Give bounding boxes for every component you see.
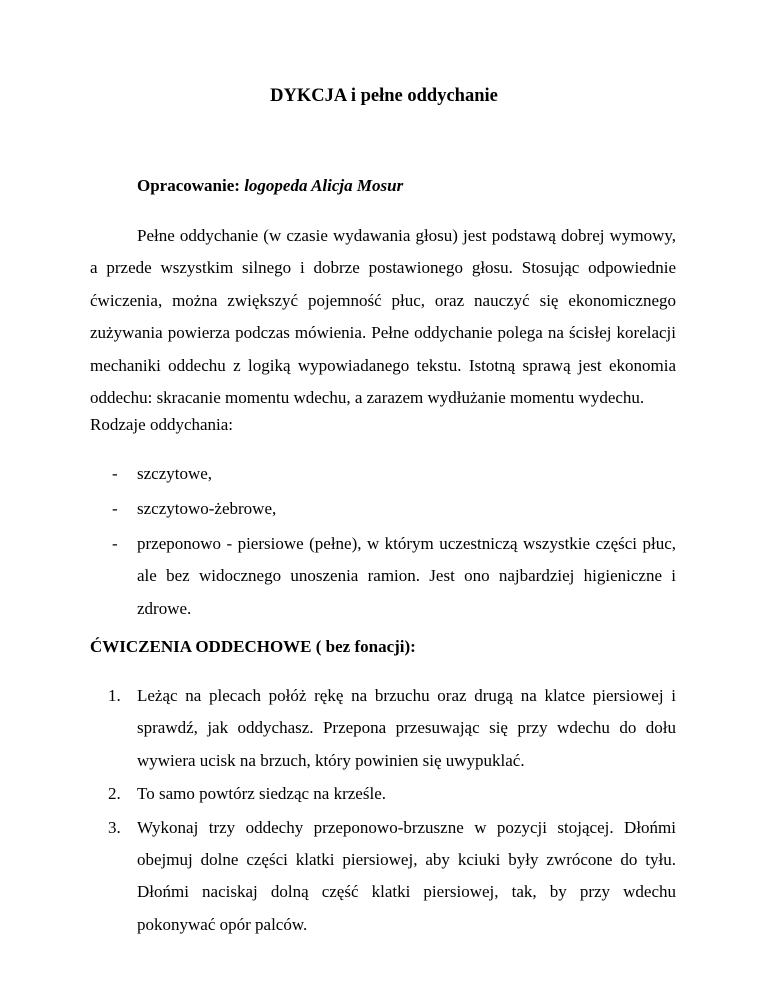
list-item-text: To samo powtórz siedząc na krześle. [137,784,386,804]
dash-bullet: - [112,498,118,518]
list-item [90,493,676,525]
author-line [137,176,403,196]
list-item [90,458,676,490]
author-label: Opracowanie: [137,176,240,195]
list-item [90,528,676,625]
exercises-heading: ĆWICZENIA ODDECHOWE ( bez fonacji): [90,637,416,656]
exercises-list [90,680,676,942]
list-item [90,778,676,810]
author-name: logopeda Alicja Mosur [244,176,404,195]
breathing-types-heading: Rodzaje oddychania: [90,415,234,434]
list-number: 1. [108,686,121,705]
document-title: DYKCJA i pełne oddychanie [270,86,498,106]
list-item-text: szczytowe, [137,464,213,483]
dash-bullet: - [112,464,118,483]
list-item [90,680,676,777]
intro-paragraph: Pełne oddychanie (w czasie wydawania głosu) jest podstawą dobrej wymowy, a przede wszystkim silnego i dobrze postawionego głosu. Stosując odpowiednie ćwiczenia, można zwiększyć pojemność płuc, oraz nauczyć się ekonomicznego zużywania powierza podczas mówienia. Pełne oddychanie polega na ścisłej korelacji mechaniki oddechu z logiką wypowiadanego tekstu. Istotną sprawą jest ekonomia oddechu: skracanie momentu wdechu, a zarazem wydłużanie momentu wydechu. [90,226,676,408]
list-item-text: Leżąc na plecach połóż rękę na brzuchu oraz drugą na klatce piersiowej i sprawdź, jak oddychasz. Przepona przesuwając się przy wdechu do dołu wywiera ucisk na brzuch, który powinien się uwypuklać. [137,686,676,770]
list-item-text: Wykonaj trzy oddechy przeponowo-brzuszne w pozycji stojącej. Dłońmi obejmuj dolne części klatki piersiowej, aby kciuki były zwrócone do tyłu. Dłońmi naciskaj dolną część klatki piersiowej, tak, by przy wdechu pokonywać opór palców. [137,817,676,934]
list-item [90,812,676,942]
dash-bullet: - [112,533,118,553]
list-number: 2. [108,784,121,804]
breathing-types-list [90,458,676,628]
list-item-text: przeponowo - piersiowe (pełne), w którym uczestniczą wszystkie części płuc, ale bez widocznego unoszenia ramion. Jest ono najbardziej higieniczne i zdrowe. [137,533,676,618]
list-item-text: szczytowo-żebrowe, [137,498,277,518]
list-number: 3. [108,817,121,837]
